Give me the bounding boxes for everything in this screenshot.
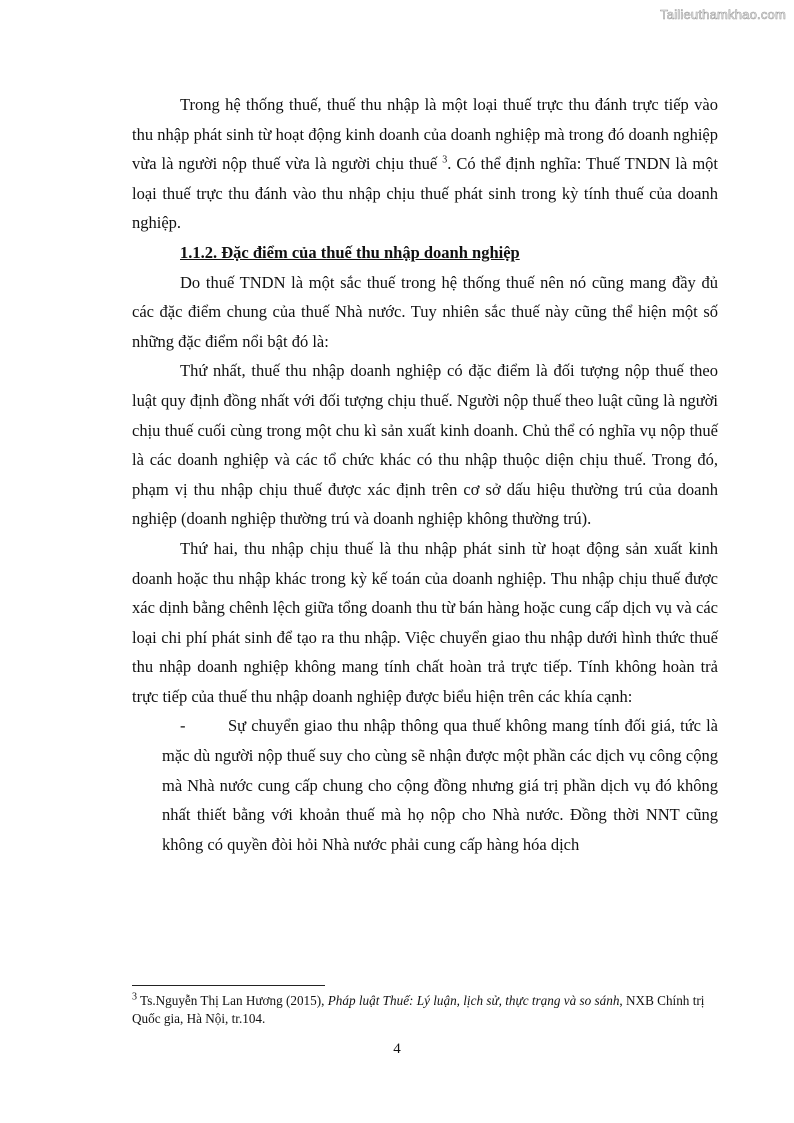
list-item [132,711,718,859]
bullet-dash: - [180,716,186,736]
document-body [132,90,718,859]
section-heading-text: 1.1.2. Đặc điểm của thuế thu nhập doanh nghiệp [180,242,520,262]
paragraph-second-characteristic: Thứ hai, thu nhập chịu thuế là thu nhập phát sinh từ hoạt động sản xuất kinh doanh hoặc thu nhập khác trong kỳ kế toán của doanh nghiệp. Thu nhập chịu thuế được xác dịnh bằng chênh lệch giữa tổng doanh thu từ bán hàng hoặc cung cấp dịch vụ và các loại chi phí phát sinh để tạo ra thu nhập. Việc chuyển giao thu nhập dưới hình thức thuế thu nhập doanh nghiệp không mang tính chất hoàn trả trực tiếp. Tính không hoàn trả trực tiếp của thuế thu nhập doanh nghiệp được biểu hiện trên các khía cạnh: [132,538,718,706]
paragraph-intro-characteristics: Do thuế TNDN là một sắc thuế trong hệ thống thuế nên nó cũng mang đầy đủ các đặc điểm chung của thuế Nhà nước. Tuy nhiên sắc thuế này cũng thể hiện một số những đặc điểm nổi bật đó là: [132,272,718,351]
footnote-divider [132,985,325,986]
section-heading [132,238,718,268]
footnote-reference[interactable]: 3 [442,154,448,166]
paragraph-first-characteristic: Thứ nhất, thuế thu nhập doanh nghiệp có đặc điểm là đối tượng nộp thuế theo luật quy định đồng nhất với đối tượng chịu thuế. Người nộp thuế theo luật cũng là người chịu thuế cuối cùng trong một chu kì sản xuất kinh doanh. Chủ thể có nghĩa vụ nộp thuế là các doanh nghiệp và các tổ chức khác có thu nhập thuộc diện chịu thuế. Trong đó, phạm vị thu nhập chịu thuế được xác định trên cơ sở dấu hiệu thường trú của doanh nghiệp (doanh nghiệp thường trú và doanh nghiệp không thường trú). [132,361,718,529]
list-item-text: Sự chuyển giao thu nhập thông qua thuế không mang tính đối giá, tức là mặc dù người nộp thuế suy cho cùng sẽ nhận được một phần các dịch vụ công cộng mà Nhà nước cung cấp chung cho cộng đồng nhưng giá trị phần dịch vụ đó không nhất thiết bằng với khoản thuế mà họ nộp cho Nhà nước. Đồng thời NNT cũng không có quyền đòi hỏi Nhà nước phải cung cấp hàng hóa dịch [162,716,718,854]
paragraph-text: . Có thể định nghĩa: Thuế TNDN là một loại thuế trực thu đánh vào thu nhập chịu thuế phát sinh trong kỳ tính thuế của doanh nghiệp. [132,154,719,233]
footnote [132,992,718,1028]
footnote-publisher: , NXB Chính trị Quốc gia, Hà Nội, tr.104. [132,993,705,1026]
page-number: 4 [393,1041,401,1057]
paragraph-tax-definition [132,90,718,238]
footnote-title: Pháp luật Thuế: Lý luận, lịch sử, thực trạng và so sánh [327,993,620,1008]
footnote-author: Ts.Nguyễn Thị Lan Hương (2015), [137,993,328,1008]
paragraph-text: Trong hệ thống thuế, thuế thu nhập là một loại thuế trực thu đánh trực tiếp vào thu nhập phát sinh từ hoạt động kinh doanh của doanh nghiệp mà trong đó doanh nghiệp vừa là người nộp thuế vừa là người chịu thuế [132,95,718,174]
watermark: Tailieuthamkhao.com [660,7,786,22]
footnote-number: 3 [132,991,137,1003]
